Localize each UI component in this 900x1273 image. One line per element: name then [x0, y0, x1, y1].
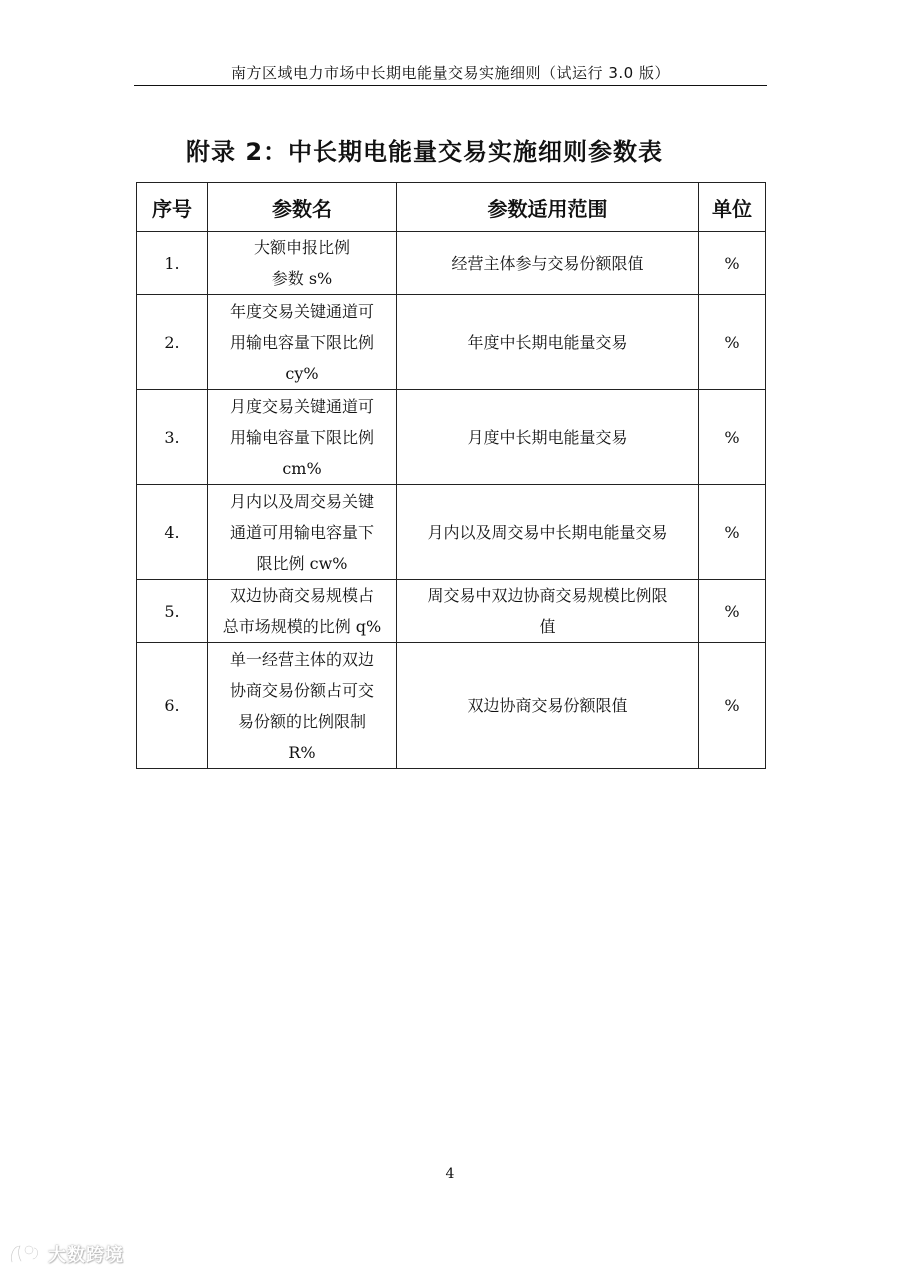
column-header-unit: 单位: [699, 183, 766, 232]
parameter-name-line: cm%: [282, 458, 322, 478]
parameter-name-cell: [208, 485, 397, 580]
parameter-name-line: cy%: [285, 363, 319, 383]
row-index-cell: 6.: [137, 643, 208, 769]
parameter-name-cell: [208, 643, 397, 769]
row-index-cell: 5.: [137, 580, 208, 643]
parameter-name-line: 双边协商交易规模占: [229, 586, 374, 605]
parameter-table: [136, 182, 766, 769]
parameter-scope-cell: [397, 390, 699, 485]
column-header-name: 参数名: [208, 183, 397, 232]
unit-cell: %: [699, 232, 766, 295]
running-header: 南方区域电力市场中长期电能量交易实施细则（试运行 3.0 版）: [231, 64, 670, 82]
table-row: [137, 295, 766, 390]
row-index-cell: 3.: [137, 390, 208, 485]
parameter-name-line: 大额申报比例: [253, 238, 350, 257]
table-row: [137, 643, 766, 769]
row-index-cell: 4.: [137, 485, 208, 580]
table-row: [137, 580, 766, 643]
column-header-scope: 参数适用范围: [397, 183, 699, 232]
parameter-name-line: 限比例 cw%: [256, 553, 348, 573]
watermark-text: 大数跨境: [48, 1245, 124, 1266]
header-divider: [134, 85, 767, 86]
unit-cell: %: [699, 643, 766, 769]
parameter-name-line: 用输电容量下限比例: [229, 427, 374, 447]
parameter-name-line: 通道可用输电容量下: [229, 522, 374, 542]
parameter-scope-line: 月度中长期电能量交易: [467, 427, 628, 447]
appendix-title: 附录 2：中长期电能量交易实施细则参数表: [186, 138, 664, 166]
parameter-name-line: R%: [288, 742, 316, 762]
parameter-scope-line: 月内以及周交易中长期电能量交易: [427, 522, 668, 542]
parameter-name-line: 协商交易份额占可交: [229, 680, 374, 700]
parameter-scope-cell: [397, 295, 699, 390]
parameter-scope-cell: [397, 232, 699, 295]
table-row: [137, 390, 766, 485]
unit-cell: %: [699, 580, 766, 643]
parameter-name-line: 用输电容量下限比例: [229, 332, 374, 352]
parameter-scope-line: 经营主体参与交易份额限值: [451, 253, 644, 273]
kc-brand-logo-icon: [8, 1242, 42, 1266]
parameter-name-line: 月内以及周交易关键: [229, 491, 374, 511]
parameter-name-line: 年度交易关键通道可: [229, 301, 374, 321]
parameter-name-line: 单一经营主体的双边: [229, 649, 374, 669]
table-header-row: [137, 183, 766, 232]
parameter-scope-line: 周交易中双边协商交易规模比例限: [427, 586, 668, 605]
parameter-scope-cell: [397, 580, 699, 643]
parameter-name-cell: [208, 295, 397, 390]
parameter-name-cell: [208, 580, 397, 643]
parameter-scope-line: 双边协商交易份额限值: [467, 696, 628, 715]
row-index-cell: 2.: [137, 295, 208, 390]
unit-cell: %: [699, 390, 766, 485]
parameter-name-cell: [208, 232, 397, 295]
parameter-scope-cell: [397, 643, 699, 769]
parameter-scope-line: 年度中长期电能量交易: [467, 332, 628, 352]
row-index-cell: 1.: [137, 232, 208, 295]
parameter-scope-cell: [397, 485, 699, 580]
table-body: [137, 232, 766, 769]
unit-cell: %: [699, 295, 766, 390]
watermark: [8, 1241, 124, 1267]
unit-cell: %: [699, 485, 766, 580]
column-header-index: 序号: [137, 183, 208, 232]
table-row: [137, 485, 766, 580]
page-number: 4: [445, 1166, 455, 1182]
parameter-name-line: 月度交易关键通道可: [229, 396, 374, 416]
parameter-scope-line: 值: [539, 617, 556, 636]
parameter-name-line: 易份额的比例限制: [237, 711, 366, 731]
table-row: [137, 232, 766, 295]
parameter-name-line: 参数 s%: [271, 269, 333, 288]
parameter-name-cell: [208, 390, 397, 485]
parameter-name-line: 总市场规模的比例 q%: [222, 617, 382, 636]
